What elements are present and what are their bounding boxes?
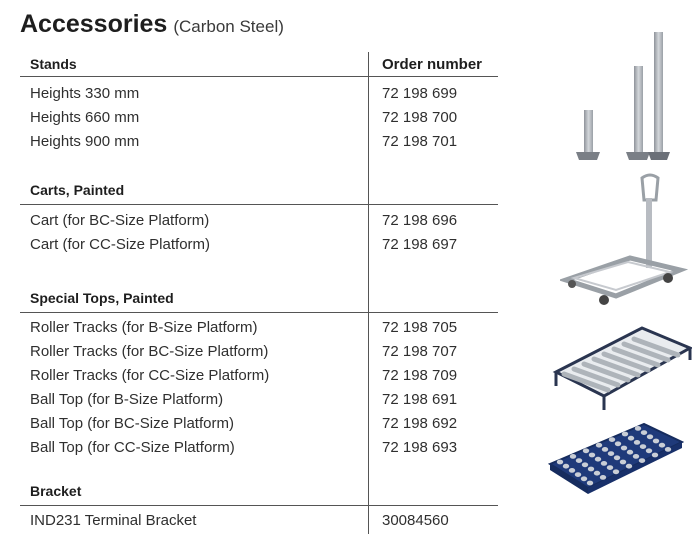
ball-bearing-icon [665,447,671,452]
ball-bearing-icon [633,454,639,459]
ball-bearing-icon [602,447,608,452]
ball-bearing-icon [647,434,653,439]
row-desc: Roller Tracks (for BC-Size Platform) [30,343,269,360]
section-heading-bracket: Bracket [30,483,82,499]
ball-bearing-icon [570,454,576,459]
row-order-number: 72 198 705 [382,319,458,336]
ball-bearing-icon [609,437,615,442]
row-order-number: 72 198 700 [382,109,458,126]
ball-bearing-icon [582,462,588,467]
roller-tracks-image [552,318,692,418]
row-order-number: 30084560 [382,512,449,529]
ball-bearing-icon [607,465,613,470]
table-row [30,512,500,534]
section-rule [20,505,498,506]
ball-bearing-icon [659,443,665,448]
ball-bearing-icon [622,432,628,437]
table-row [30,236,500,258]
title-text: Accessories [20,10,168,38]
row-desc: Heights 660 mm [30,109,140,126]
page-title [20,10,284,39]
ball-bearing-icon [594,471,600,476]
section-heading-carts: Carts, Painted [30,182,125,198]
table-row [30,319,500,341]
row-desc: Roller Tracks (for B-Size Platform) [30,319,258,336]
row-order-number: 72 198 701 [382,133,458,150]
ball-bearing-icon [646,448,652,453]
section-rule [20,204,498,205]
ball-bearing-icon [628,436,634,441]
header-rule [20,76,498,77]
header-order-number: Order number [382,56,483,73]
row-order-number: 72 198 707 [382,343,458,360]
table-row [30,415,500,437]
row-desc: Cart (for BC-Size Platform) [30,212,210,229]
row-order-number: 72 198 699 [382,85,458,102]
ball-bearing-icon [563,464,569,469]
ball-bearing-icon [635,426,641,431]
ball-bearing-icon [581,476,587,481]
ball-bearing-icon [613,469,619,474]
ball-bearing-icon [620,460,626,465]
row-order-number: 72 198 693 [382,439,458,456]
ball-bearing-icon [634,440,640,445]
table-row [30,212,500,234]
ball-bearing-icon [608,451,614,456]
table-row [30,391,500,413]
ball-bearing-icon [615,441,621,446]
ball-bearing-icon [614,455,620,460]
section-rule [20,312,498,313]
ball-bearing-icon [601,461,607,466]
table-row [30,85,500,107]
ball-bearing-icon [600,475,606,480]
ball-bearing-icon [640,444,646,449]
header-stands: Stands [30,56,77,72]
row-order-number: 72 198 697 [382,236,458,253]
ball-bearing-icon [588,467,594,472]
ball-bearing-icon [595,457,601,462]
ball-bearing-icon [589,453,595,458]
row-order-number: 72 198 709 [382,367,458,384]
ball-bearing-icon [627,450,633,455]
table-row [30,343,500,365]
ball-bearing-icon [596,443,602,448]
row-desc: Ball Top (for CC-Size Platform) [30,439,235,456]
ball-top-image [548,420,684,500]
table-row [30,439,500,461]
ball-bearing-icon [653,439,659,444]
cart-image [560,172,690,312]
title-subtitle: (Carbon Steel) [173,17,284,36]
ball-bearing-icon [587,481,593,486]
ball-bearing-icon [583,448,589,453]
row-desc: Cart (for CC-Size Platform) [30,236,211,253]
table-row [30,367,500,389]
row-desc: Ball Top (for B-Size Platform) [30,391,224,408]
table-row [30,109,500,131]
row-desc: Heights 330 mm [30,85,140,102]
row-order-number: 72 198 696 [382,212,458,229]
row-desc: Ball Top (for BC-Size Platform) [30,415,234,432]
ball-bearing-icon [621,446,627,451]
ball-bearing-icon [626,464,632,469]
row-order-number: 72 198 692 [382,415,458,432]
row-desc: Heights 900 mm [30,133,140,150]
section-heading-special-tops: Special Tops, Painted [30,290,174,306]
row-desc: Roller Tracks (for CC-Size Platform) [30,367,270,384]
ball-bearing-icon [569,468,575,473]
ball-bearing-icon [575,472,581,477]
ball-bearing-icon [641,430,647,435]
ball-bearing-icon [652,453,658,458]
ball-bearing-icon [639,458,645,463]
table-row [30,133,500,155]
row-order-number: 72 198 691 [382,391,458,408]
stands-image [570,28,680,168]
ball-bearing-icon [557,460,563,465]
ball-bearing-icon [576,458,582,463]
row-desc: IND231 Terminal Bracket [30,512,197,529]
